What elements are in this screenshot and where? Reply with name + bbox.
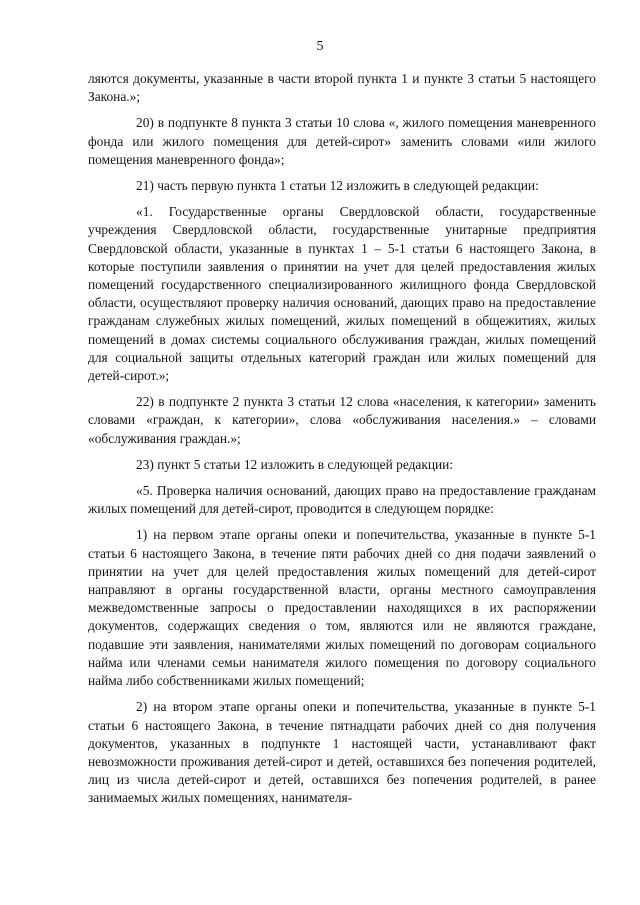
paragraph: «5. Проверка наличия оснований, дающих право на предоставление гражданам жилых помещений для детей-сирот, проводится в следующем порядке: — [88, 483, 596, 517]
paragraph: 20) в подпункте 8 пункта 3 статьи 10 слова «, жилого помещения маневренного фонда или жилого помещения для детей-сирот» заменить словами «или жилого помещения маневренного фонда»; — [88, 115, 596, 167]
paragraph: 1) на первом этапе органы опеки и попечительства, указанные в пункте 5-1 статьи 6 настоящего Закона, в течение пяти рабочих дней со дня подачи заявлений о принятии на учет для целей предоставления жилых помещений для детей-сирот направляют в органы государственной власти, органы местного самоуправления межведомственные запросы о предоставлении находящихся в их распоряжении документов, содержащих сведения о том, являются или не являются граждане, подавшие эти заявления, нанимателями жилых помещений по договорам социального найма или членами семьи нанимателя жилого помещения по договору социального найма либо собственниками жилых помещений; — [88, 527, 596, 689]
page-number: 5 — [316, 39, 324, 54]
paragraph: ляются документы, указанные в части второй пункта 1 и пункте 3 статьи 5 настоящего Закона.»; — [88, 71, 596, 105]
paragraph: 23) пункт 5 статьи 12 изложить в следующей редакции: — [136, 456, 454, 472]
document-body — [88, 70, 596, 816]
paragraph: 21) часть первую пункта 1 статьи 12 изложить в следующей редакции: — [136, 178, 539, 194]
paragraph: 22) в подпункте 2 пункта 3 статьи 12 слова «населения, к категории» заменить словами «граждан, к категории», слова «обслуживания населения.» – словами «обслуживания граждан.»; — [88, 394, 596, 446]
paragraph: 2) на втором этапе органы опеки и попечительства, указанные в пункте 5-1 статьи 6 настоящего Закона, в течение пятнадцати рабочих дней со дня получения документов, указанных в подпункте 1 настоящей части, устанавливают факт невозможности проживания детей-сирот и детей, оставшихся без попечения родителей, лиц из числа детей-сирот и детей, оставшихся без попечения родителей, в ранее занимаемых жилых помещениях, нанимателя- — [88, 699, 596, 806]
paragraph: «1. Государственные органы Свердловской области, государственные учреждения Свердловской области, государственные унитарные предприятия Свердловской области, указанные в пунктах 1 – 5-1 статьи 6 настоящего Закона, в которые поступили заявления о принятии на учет для целей предоставления жилых помещений государственного специализированного жилищного фонда Свердловской области, осуществляют проверку наличия оснований, дающих право на предоставление гражданам служебных жилых помещений, жилых помещений в общежитиях, жилых помещений в домах системы социального обслуживания граждан, жилых помещений для социальной защиты отдельных категорий граждан или жилых помещений для детей-сирот.»; — [88, 204, 596, 384]
